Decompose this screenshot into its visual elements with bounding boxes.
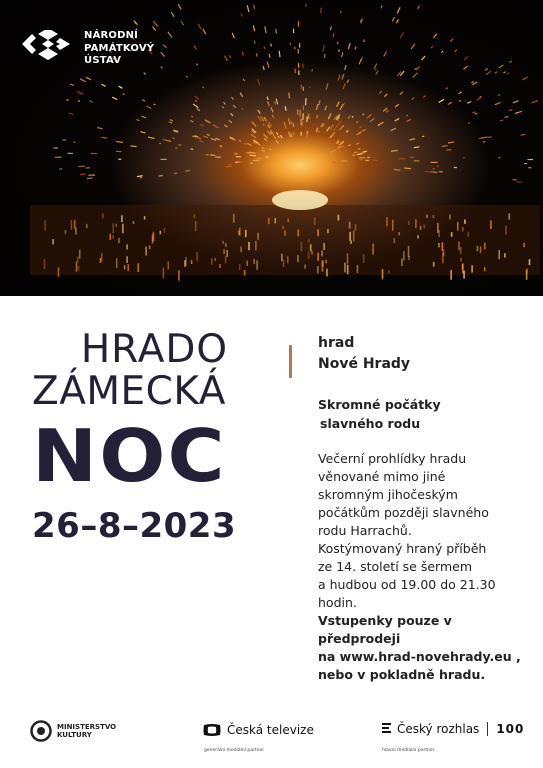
program-subtitle <box>318 395 538 433</box>
cr-logo-icon <box>382 722 392 736</box>
ministry-logo-icon <box>30 720 52 742</box>
accent-divider <box>289 345 292 378</box>
subtitle-line-1: Skromné počátky <box>318 397 441 412</box>
subtitle-line-2: slavného rodu <box>320 416 421 431</box>
title-line-1: HRADO <box>80 327 229 372</box>
title-line-2: ZÁMECKÁ <box>32 369 226 414</box>
ct-name: Česká televize <box>227 723 314 737</box>
event-date: 26–8–2023 <box>32 506 237 546</box>
event-title <box>32 327 277 546</box>
ministry-line-1: MINISTERSTVO <box>57 723 117 731</box>
ct-logo <box>202 722 314 738</box>
npu-logo-icon <box>22 30 74 66</box>
cr-partner-note: hlavní mediální partner <box>382 748 435 753</box>
partner-footer <box>0 712 543 768</box>
ticket-info: Vstupenky pouze v předprodeji na www.hrad-novehrady.eu , nebo v pokladně hradu. <box>318 613 521 682</box>
cr-name: Český rozhlas <box>397 722 480 736</box>
npu-logo <box>22 30 154 68</box>
ministry-line-2: KULTURY <box>57 731 92 739</box>
logo-line-3: ÚSTAV <box>84 55 122 66</box>
title-line-3: NOC <box>32 414 227 498</box>
ct-logo-icon <box>202 722 222 738</box>
logo-line-1: NÁRODNÍ <box>84 30 139 41</box>
cr-anniversary-badge: 100 <box>487 722 524 736</box>
ministry-logo <box>30 720 116 742</box>
venue-name: Nové Hrady <box>318 356 411 372</box>
venue-kind: hrad <box>318 335 355 351</box>
cr-logo <box>382 722 524 736</box>
ct-partner-note: generální mediální partner <box>204 748 265 753</box>
logo-line-2: PAMÁTKOVÝ <box>84 42 155 54</box>
event-info <box>318 333 538 684</box>
program-description: Večerní prohlídky hradu věnované mimo jiné skromným jihočeským počátkům později slavného rodu Harrachů. Kostýmovaný hraný příběh ze 14. století se šermem a hudbou od 19.00 do 21.30 hodin. <box>318 451 496 610</box>
